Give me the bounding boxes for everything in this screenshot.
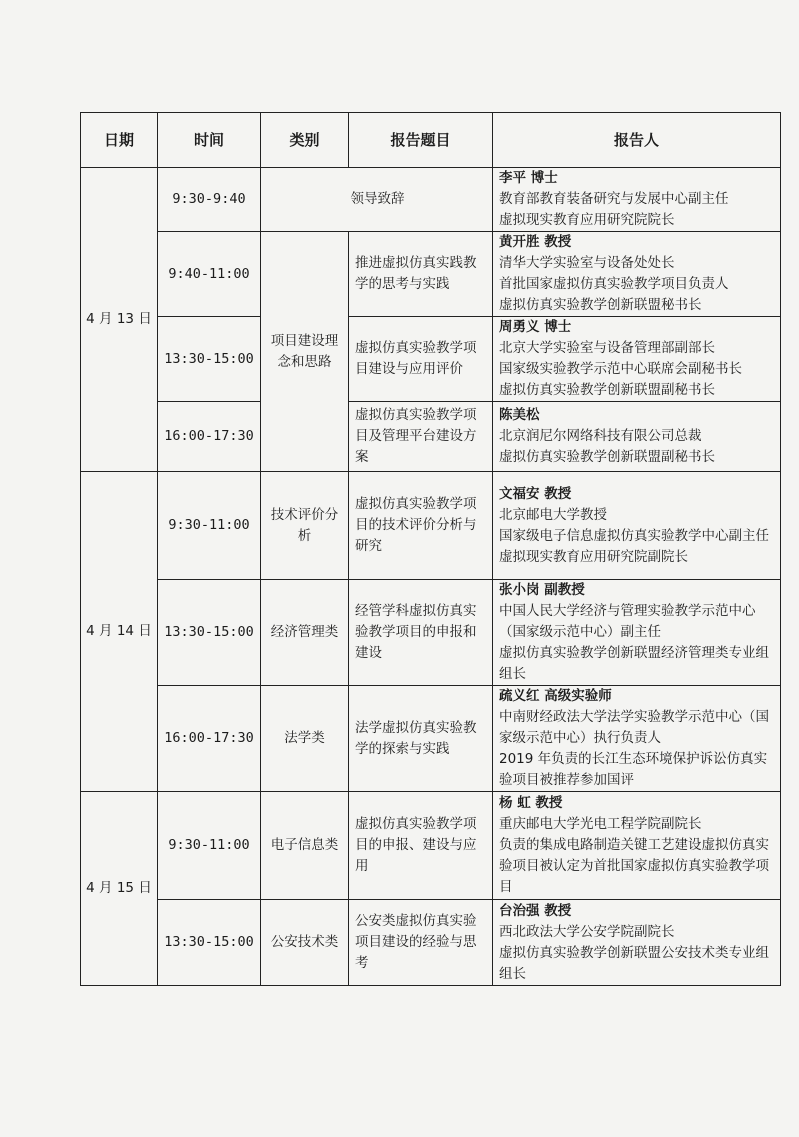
speaker-title: 北京大学实验室与设备管理部副部长 xyxy=(499,340,715,356)
speaker-title: 虚拟仿真实验教学创新联盟副秘书长 xyxy=(499,449,715,465)
speaker-title: 中南财经政法大学法学实验教学示范中心（国家级示范中心）执行负责人 xyxy=(499,709,769,746)
speaker-name: 陈美松 xyxy=(499,407,540,423)
date-cell: 4 月 15 日 xyxy=(81,792,158,986)
table-row xyxy=(81,317,781,402)
table-row xyxy=(81,232,781,317)
header-topic: 报告题目 xyxy=(349,113,493,168)
speaker-cell xyxy=(493,900,781,986)
table-row xyxy=(81,900,781,986)
speaker-title: 虚拟仿真实验教学创新联盟公安技术类专业组组长 xyxy=(499,944,769,982)
category-cell: 电子信息类 xyxy=(261,792,349,900)
table-row xyxy=(81,168,781,232)
speaker-title: 中国人民大学经济与管理实验教学示范中心（国家级示范中心）副主任 xyxy=(499,603,756,640)
speaker-name: 张小岗 副教授 xyxy=(499,582,585,598)
time-cell: 9:40-11:00 xyxy=(158,232,261,317)
speaker-title: 虚拟仿真实验教学创新联盟秘书长 xyxy=(499,297,702,313)
topic-cell: 法学虚拟仿真实验教学的探索与实践 xyxy=(349,686,493,792)
time-cell: 9:30-11:00 xyxy=(158,792,261,900)
header-category: 类别 xyxy=(261,113,349,168)
time-cell: 13:30-15:00 xyxy=(158,900,261,986)
time-cell: 16:00-17:30 xyxy=(158,402,261,472)
topic-cell: 虚拟仿真实验教学项目及管理平台建设方案 xyxy=(349,402,493,472)
category-cell: 技术评价分析 xyxy=(261,472,349,580)
table-row xyxy=(81,580,781,686)
time-cell: 16:00-17:30 xyxy=(158,686,261,792)
speaker-cell xyxy=(493,472,781,580)
table-row xyxy=(81,686,781,792)
speaker-cell xyxy=(493,792,781,900)
category-cell: 法学类 xyxy=(261,686,349,792)
speaker-title: 国家级电子信息虚拟仿真实验教学中心副主任 xyxy=(499,527,769,544)
time-cell: 13:30-15:00 xyxy=(158,317,261,402)
speaker-title: 首批国家虚拟仿真实验教学项目负责人 xyxy=(499,276,729,292)
speaker-name: 台治强 教授 xyxy=(499,902,572,919)
speaker-cell xyxy=(493,168,781,232)
speaker-title: 负责的集成电路制造关键工艺建设虚拟仿真实验项目被认定为首批国家虚拟仿真实验教学项目 xyxy=(499,837,769,895)
date-cell: 4 月 13 日 xyxy=(81,168,158,472)
speaker-cell xyxy=(493,686,781,792)
topic-cell: 虚拟仿真实验教学项目的技术评价分析与研究 xyxy=(349,472,493,580)
speaker-title: 西北政法大学公安学院副院长 xyxy=(499,923,675,940)
time-cell: 9:30-11:00 xyxy=(158,472,261,580)
speaker-cell xyxy=(493,317,781,402)
table-row xyxy=(81,402,781,472)
schedule-table xyxy=(80,112,781,986)
speaker-name: 疏义红 高级实验师 xyxy=(499,688,612,704)
speaker-name: 黄开胜 教授 xyxy=(499,234,572,250)
topic-cell: 领导致辞 xyxy=(261,168,493,232)
date-cell: 4 月 14 日 xyxy=(81,472,158,792)
header-speaker: 报告人 xyxy=(493,113,781,168)
header-row xyxy=(81,113,781,168)
time-cell: 13:30-15:00 xyxy=(158,580,261,686)
topic-cell: 虚拟仿真实验教学项目的申报、建设与应用 xyxy=(349,792,493,900)
speaker-title: 重庆邮电大学光电工程学院副院长 xyxy=(499,816,702,832)
speaker-title: 虚拟现实教育应用研究院院长 xyxy=(499,212,675,228)
speaker-title: 虚拟仿真实验教学创新联盟经济管理类专业组组长 xyxy=(499,645,769,682)
speaker-title: 国家级实验教学示范中心联席会副秘书长 xyxy=(499,361,742,377)
topic-cell: 经管学科虚拟仿真实验教学项目的申报和建设 xyxy=(349,580,493,686)
header-date: 日期 xyxy=(81,113,158,168)
speaker-cell xyxy=(493,580,781,686)
category-cell: 经济管理类 xyxy=(261,580,349,686)
topic-cell: 虚拟仿真实验教学项目建设与应用评价 xyxy=(349,317,493,402)
speaker-name: 杨 虹 教授 xyxy=(499,795,563,811)
speaker-name: 周勇义 博士 xyxy=(499,319,572,335)
speaker-title: 虚拟仿真实验教学创新联盟副秘书长 xyxy=(499,382,715,398)
speaker-name: 李平 博士 xyxy=(499,170,558,186)
topic-cell: 公安类虚拟仿真实验项目建设的经验与思考 xyxy=(349,900,493,986)
topic-cell: 推进虚拟仿真实践教学的思考与实践 xyxy=(349,232,493,317)
speaker-title: 北京润尼尔网络科技有限公司总裁 xyxy=(499,428,702,444)
table-row xyxy=(81,472,781,580)
speaker-title: 2019 年负责的长江生态环境保护诉讼仿真实验项目被推荐参加国评 xyxy=(499,751,768,788)
speaker-title: 清华大学实验室与设备处处长 xyxy=(499,255,675,271)
speaker-cell xyxy=(493,232,781,317)
table-row xyxy=(81,792,781,900)
speaker-title: 虚拟现实教育应用研究院副院长 xyxy=(499,548,688,565)
speaker-name: 文福安 教授 xyxy=(499,485,572,502)
speaker-cell xyxy=(493,402,781,472)
category-cell: 公安技术类 xyxy=(261,900,349,986)
speaker-title: 教育部教育装备研究与发展中心副主任 xyxy=(499,191,729,207)
time-cell: 9:30-9:40 xyxy=(158,168,261,232)
category-cell: 项目建设理念和思路 xyxy=(261,232,349,472)
header-time: 时间 xyxy=(158,113,261,168)
speaker-title: 北京邮电大学教授 xyxy=(499,506,607,523)
